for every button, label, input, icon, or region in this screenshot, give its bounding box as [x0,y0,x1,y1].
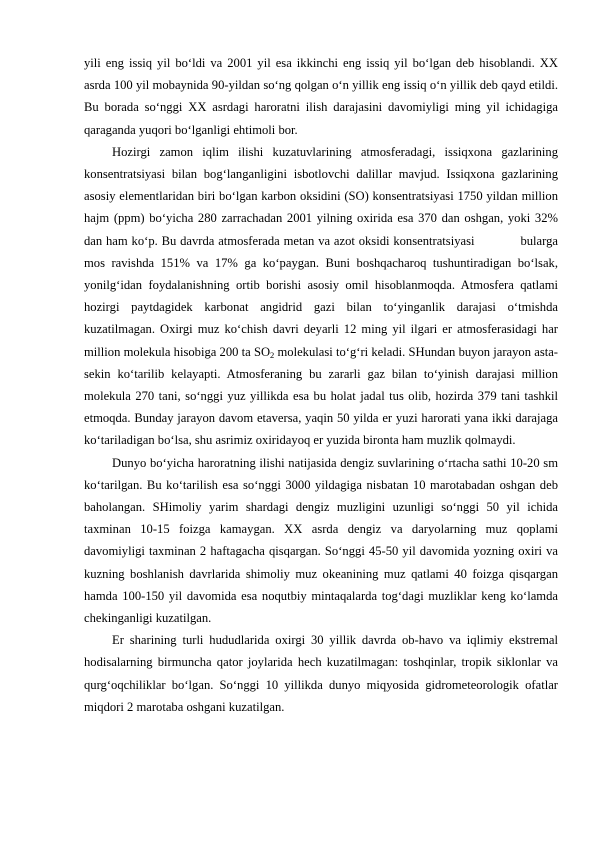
paragraph-3 [84,452,558,630]
paragraph-3-text: Dunyo bo‘yicha haroratning ilishi natijasida dengiz suvlarining o‘rtacha sathi 10-20 sm ko‘tarilgan. Bu ko‘tarilish esa so‘nggi 3000 yildagiga nisbatan 10 marotabadan oshgan deb baholangan. SHimoliy yarim shardagi dengiz muzligini uzunligi so‘nggi 50 yil ichida taxminan 10-15 foizga kamaygan. XX asrda dengiz va daryolarning muz qoplami davomiyligi taxminan 2 haftagacha qisqargan. So‘nggi 45-50 yil davomida yozning oxiri va kuzning boshlanish davrlarida shimoliy muz okeanining muz qatlami 40 foizga qisqargan hamda 100-150 yil davomida esa noqutbiy mintaqalarda tog‘dagi muzliklar keng ko‘lamda chekinganligi kuzatilgan. [84,455,558,626]
paragraph-2 [84,141,562,452]
paragraph-2-text: Hozirgi zamon iqlim ilishi kuzatuvlarining atmosferadagi, issiqxona gazlarining konsentratsiyasi bilan bog‘langanligini isbotlovchi dalillar mavjud. Issiqxona gazlarining asosiy elementlaridan biri bo‘lgan karbon oksidini (SO) konsentratsiyasi 1750 yildan million hajm (ppm) bo‘yicha 280 zarrachadan 2001 yilning oxirida esa 370 dan oshgan, yoki 32% dan ham ko‘p. Bu davrda atmosferada metan va azot oksidi konsentratsiyasi bularga mos ravishda 151% va 17% ga ko‘paygan. Buni boshqacharoq tushuntiradigan bo‘lsak, yonilg‘idan foydalanishning ortib borishi asosiy omil hisoblanmoqda. Atmosfera qatlami hozirgi paytdagidek karbonat angidrid gazi bilan to‘yinganlik darajasi o‘tmishda kuzatilmagan. Oxirgi muz ko‘chish davri deyarli 12 ming yil ilgari er atmosferasidagi har million molekula hisobiga 200 ta SO [84,144,562,359]
paragraph-2-text-after: molekulasi to‘g‘ri keladi. SHundan buyon jarayon asta-sekin ko‘tarilib kelayapti. Atmosferaning bu zararli gaz bilan to‘yinish darajasi million molekula 270 tani, so‘nggi yuz yillikda esa bu holat jadal tus olib, hozirda 379 tani tashkil etmoqda. Bunday jarayon davom etaversa, yaqin 50 yilda er yuzi harorati yana ikki darajaga ko‘tariladigan bo‘lsa, shu asrimiz oxiridayoq er yuzida bironta ham muzlik qolmaydi. [84,344,558,448]
subscript-2: 2 [270,349,275,360]
paragraph-4-text: Er sharining turli hududlarida oxirgi 30 yillik davrda ob-havo va iqlimiy ekstremal hodisalarning birmuncha qator joylarida hech kuzatilmagan: toshqinlar, tropik siklonlar va qurg‘oqchiliklar bo‘lgan. So‘nggi 10 yillikda dunyo miqyosida gidrometeorologik ofatlar miqdori 2 marotaba oshgani kuzatilgan. [84,633,558,714]
paragraph-4 [84,629,558,718]
paragraph-1-text: yili eng issiq yil bo‘ldi va 2001 yil esa ikkinchi eng issiq yil bo‘lgan deb hisoblandi. XX asrda 100 yil mobaynida 90-yildan so‘ng qolgan o‘n yillik eng issiq o‘n yillik deb qayd etildi. Bu borada so‘nggi XX asrdagi haroratni ilish darajasini davomiyligi ming yil ichidagiga qaraganda yuqori bo‘lganligi ehtimoli bor. [84,56,558,137]
paragraph-1 [84,52,558,141]
document-page [84,52,562,718]
